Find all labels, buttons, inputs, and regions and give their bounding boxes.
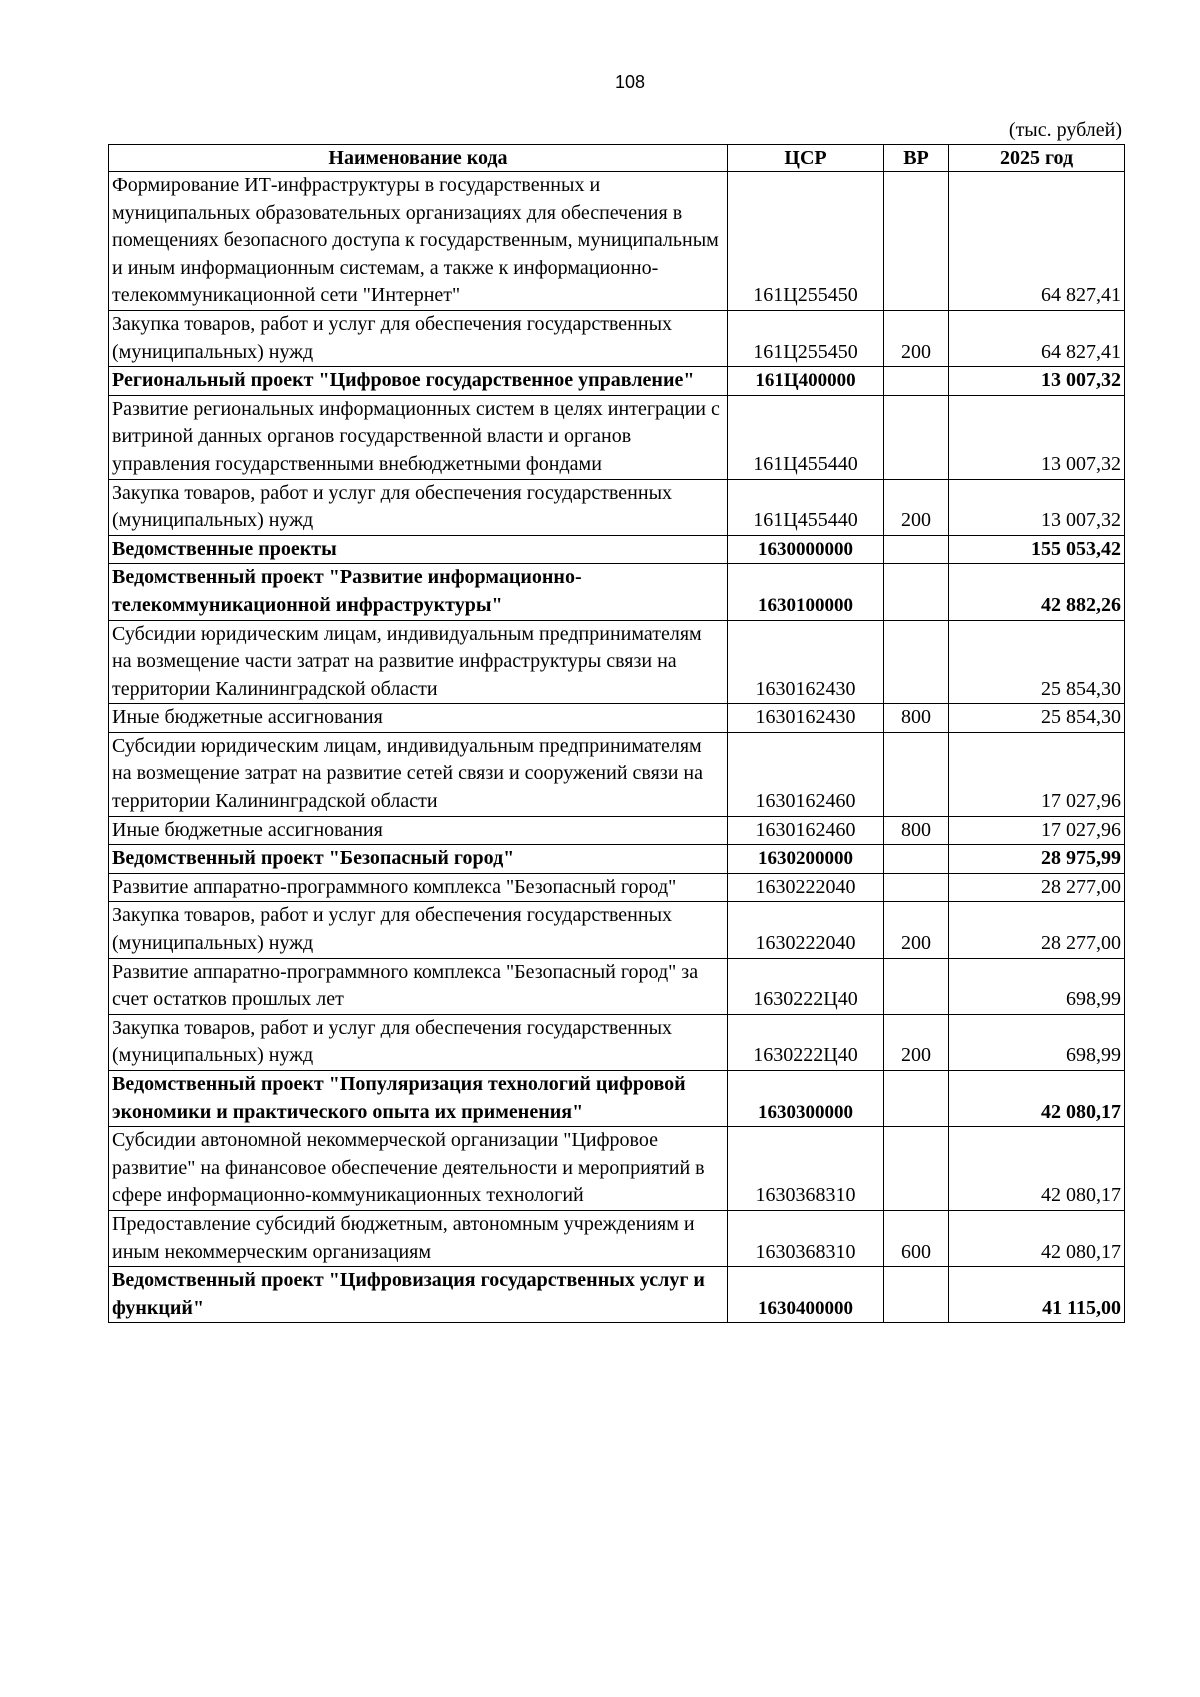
table-row [109, 1071, 1125, 1127]
row-name: Закупка товаров, работ и услуг для обеспечения государственных (муниципальных) нужд [109, 902, 728, 958]
table-row [109, 732, 1125, 816]
row-vr [884, 172, 949, 311]
table-row [109, 902, 1125, 958]
budget-table [108, 144, 1125, 1323]
row-name: Развитие аппаратно-программного комплекса "Безопасный город" [109, 873, 728, 902]
row-csr: 161Ц255450 [728, 310, 884, 366]
row-name: Субсидии автономной некоммерческой организации "Цифровое развитие" на финансовое обеспечение деятельности и мероприятий в сфере информационно-коммуникационных технологий [109, 1127, 728, 1211]
row-csr: 161Ц255450 [728, 172, 884, 311]
row-vr [884, 620, 949, 704]
header-vr: ВР [884, 145, 949, 172]
row-csr: 1630368310 [728, 1127, 884, 1211]
row-vr [884, 367, 949, 396]
row-name: Ведомственный проект "Развитие информационно-телекоммуникационной инфраструктуры" [109, 564, 728, 620]
row-csr: 1630222040 [728, 873, 884, 902]
row-sum: 42 080,17 [949, 1210, 1125, 1266]
row-vr [884, 732, 949, 816]
row-name: Ведомственный проект "Безопасный город" [109, 845, 728, 874]
row-vr [884, 395, 949, 479]
row-sum: 41 115,00 [949, 1267, 1125, 1323]
row-sum: 42 080,17 [949, 1127, 1125, 1211]
row-name: Формирование ИТ-инфраструктуры в государственных и муниципальных образовательных организациях для обеспечения в помещениях безопасного доступа к государственным, муниципальным и иным информационным системам, а также к информационно-телекоммуникационной сети "Интернет" [109, 172, 728, 311]
row-sum: 28 277,00 [949, 902, 1125, 958]
row-vr [884, 958, 949, 1014]
row-name: Закупка товаров, работ и услуг для обеспечения государственных (муниципальных) нужд [109, 310, 728, 366]
row-csr: 1630300000 [728, 1071, 884, 1127]
row-sum: 698,99 [949, 958, 1125, 1014]
table-row [109, 1210, 1125, 1266]
table-row [109, 845, 1125, 874]
row-sum: 25 854,30 [949, 620, 1125, 704]
row-vr [884, 1127, 949, 1211]
row-vr: 800 [884, 816, 949, 845]
row-name: Субсидии юридическим лицам, индивидуальным предпринимателям на возмещение части затрат на развитие инфраструктуры связи на территории Калининградской области [109, 620, 728, 704]
page-number: 108 [614, 72, 646, 92]
row-vr [884, 535, 949, 564]
row-csr: 1630222Ц40 [728, 1014, 884, 1070]
table-row [109, 704, 1125, 733]
table-body [109, 172, 1125, 1323]
row-sum: 64 827,41 [949, 172, 1125, 311]
table-row [109, 958, 1125, 1014]
row-vr: 600 [884, 1210, 949, 1266]
table-row [109, 816, 1125, 845]
row-name: Иные бюджетные ассигнования [109, 704, 728, 733]
row-csr: 161Ц455440 [728, 479, 884, 535]
row-csr: 1630100000 [728, 564, 884, 620]
row-vr: 200 [884, 310, 949, 366]
table-row [109, 310, 1125, 366]
row-name: Закупка товаров, работ и услуг для обеспечения государственных (муниципальных) нужд [109, 479, 728, 535]
row-name: Предоставление субсидий бюджетным, автономным учреждениям и иным некоммерческим организациям [109, 1210, 728, 1266]
row-csr: 1630400000 [728, 1267, 884, 1323]
units-label: (тыс. рублей) [1008, 119, 1122, 141]
row-name: Развитие региональных информационных систем в целях интеграции с витриной данных органов государственной власти и органов управления государственными внебюджетными фондами [109, 395, 728, 479]
row-sum: 13 007,32 [949, 395, 1125, 479]
row-sum: 17 027,96 [949, 816, 1125, 845]
row-csr: 161Ц400000 [728, 367, 884, 396]
row-name: Субсидии юридическим лицам, индивидуальным предпринимателям на возмещение затрат на развитие сетей связи и сооружений связи на территории Калининградской области [109, 732, 728, 816]
table-row [109, 1127, 1125, 1211]
table-row [109, 620, 1125, 704]
table-row [109, 172, 1125, 311]
row-name: Ведомственный проект "Цифровизация государственных услуг и функций" [109, 1267, 728, 1323]
row-name: Ведомственный проект "Популяризация технологий цифровой экономики и практического опыта их применения" [109, 1071, 728, 1127]
table-row [109, 564, 1125, 620]
row-name: Региональный проект "Цифровое государственное управление" [109, 367, 728, 396]
row-name: Ведомственные проекты [109, 535, 728, 564]
row-vr [884, 845, 949, 874]
row-sum: 25 854,30 [949, 704, 1125, 733]
row-vr: 800 [884, 704, 949, 733]
row-vr [884, 1071, 949, 1127]
header-csr: ЦСР [728, 145, 884, 172]
row-sum: 17 027,96 [949, 732, 1125, 816]
table-row [109, 367, 1125, 396]
row-sum: 698,99 [949, 1014, 1125, 1070]
table-row [109, 1267, 1125, 1323]
row-csr: 1630162460 [728, 816, 884, 845]
row-csr: 1630162430 [728, 620, 884, 704]
row-sum: 13 007,32 [949, 479, 1125, 535]
row-sum: 64 827,41 [949, 310, 1125, 366]
row-name: Закупка товаров, работ и услуг для обеспечения государственных (муниципальных) нужд [109, 1014, 728, 1070]
table-row [109, 535, 1125, 564]
header-row [109, 145, 1125, 172]
row-csr: 1630368310 [728, 1210, 884, 1266]
row-csr: 1630162460 [728, 732, 884, 816]
row-csr: 1630222040 [728, 902, 884, 958]
row-vr: 200 [884, 479, 949, 535]
row-sum: 155 053,42 [949, 535, 1125, 564]
row-name: Развитие аппаратно-программного комплекса "Безопасный город" за счет остатков прошлых лет [109, 958, 728, 1014]
table-row [109, 395, 1125, 479]
row-csr: 1630162430 [728, 704, 884, 733]
row-sum: 13 007,32 [949, 367, 1125, 396]
row-csr: 161Ц455440 [728, 395, 884, 479]
row-vr [884, 1267, 949, 1323]
table-row [109, 1014, 1125, 1070]
header-name: Наименование кода [109, 145, 728, 172]
row-sum: 28 277,00 [949, 873, 1125, 902]
row-sum: 28 975,99 [949, 845, 1125, 874]
row-vr [884, 564, 949, 620]
row-csr: 1630000000 [728, 535, 884, 564]
row-vr: 200 [884, 902, 949, 958]
row-name: Иные бюджетные ассигнования [109, 816, 728, 845]
row-vr: 200 [884, 1014, 949, 1070]
table-row [109, 873, 1125, 902]
header-sum: 2025 год [949, 145, 1125, 172]
row-sum: 42 882,26 [949, 564, 1125, 620]
row-csr: 1630222Ц40 [728, 958, 884, 1014]
table-row [109, 479, 1125, 535]
row-sum: 42 080,17 [949, 1071, 1125, 1127]
row-vr [884, 873, 949, 902]
row-csr: 1630200000 [728, 845, 884, 874]
